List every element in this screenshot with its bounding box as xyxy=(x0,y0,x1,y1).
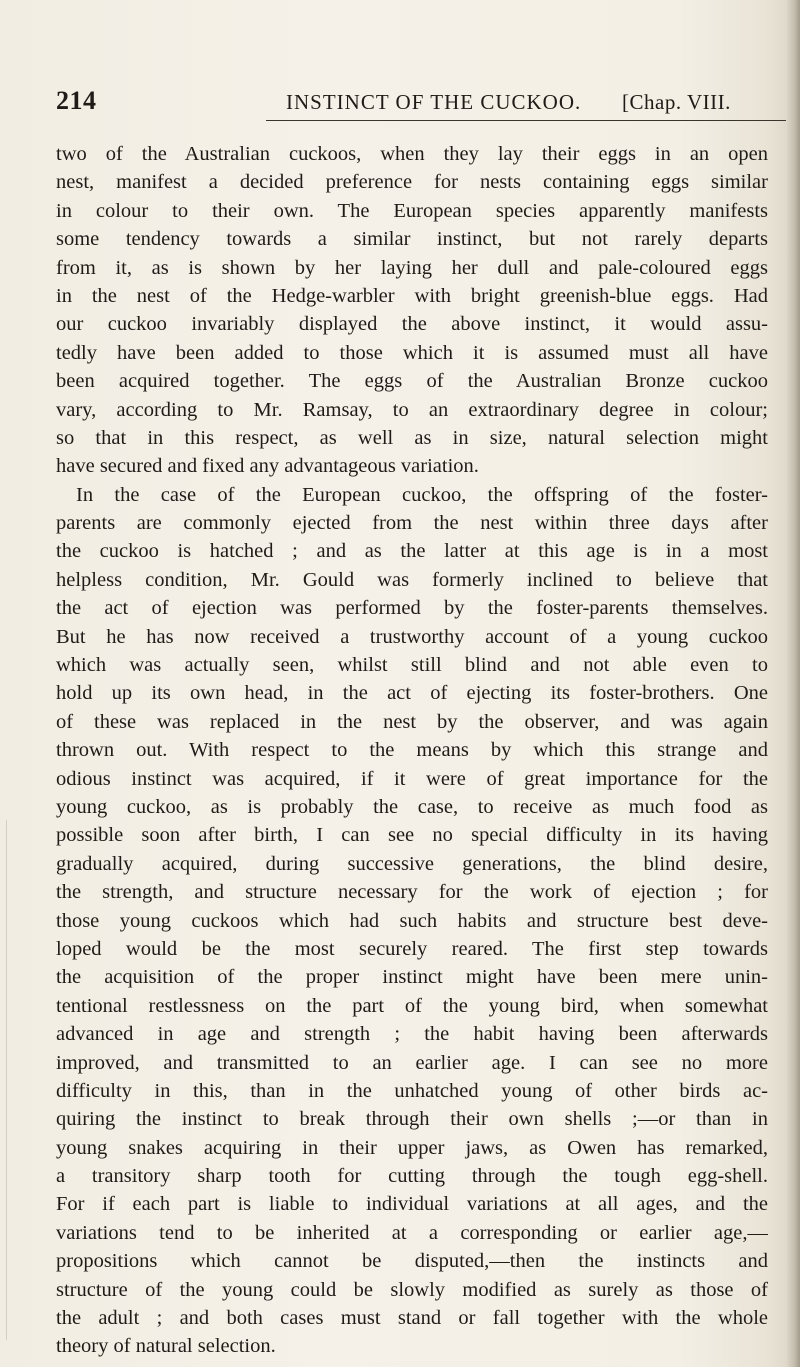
text-line: the strength, and structure necessary for the work of ejection ; for xyxy=(56,881,768,904)
text-line: helpless condition, Mr. Gould was formerly inclined to believe that xyxy=(56,568,768,591)
text-line: improved, and transmitted to an earlier age. I can see no more xyxy=(56,1051,768,1074)
text-line: variations tend to be inherited at a corresponding or earlier age,— xyxy=(56,1221,768,1244)
page-number: 214 xyxy=(56,86,97,115)
text-line: possible soon after birth, I can see no special difficulty in its having xyxy=(56,824,768,847)
text-line: vary, according to Mr. Ramsay, to an extraordinary degree in colour; xyxy=(56,398,768,421)
text-line: the act of ejection was performed by the foster-parents themselves. xyxy=(56,597,768,620)
text-line: in the nest of the Hedge-warbler with bright greenish-blue eggs. Had xyxy=(56,284,768,307)
text-line: odious instinct was acquired, if it were of great importance for the xyxy=(56,767,768,790)
page-edge-shadow xyxy=(786,0,800,1367)
text-line: the cuckoo is hatched ; and as the latter at this age is in a most xyxy=(56,540,768,563)
page-header xyxy=(56,86,768,130)
running-head: INSTINCT OF THE CUCKOO. xyxy=(286,90,582,114)
text-line: propositions which cannot be disputed,—then the instincts and xyxy=(56,1250,768,1273)
text-line: those young cuckoos which had such habits and structure best deve- xyxy=(56,909,768,932)
text-line: so that in this respect, as well as in size, natural selection might xyxy=(56,426,768,449)
text-line: two of the Australian cuckoos, when they lay their eggs in an open xyxy=(56,143,768,165)
body-text xyxy=(56,140,768,1361)
text-line: the adult ; and both cases must stand or fall together with the whole xyxy=(56,1307,768,1330)
text-line: For if each part is liable to individual variations at all ages, and the xyxy=(56,1193,768,1216)
text-line: In the case of the European cuckoo, the offspring of the foster- xyxy=(76,483,768,506)
text-line: structure of the young could be slowly modified as surely as those of xyxy=(56,1278,768,1301)
text-line: some tendency towards a similar instinct, but not rarely departs xyxy=(56,228,768,251)
text-line: loped would be the most securely reared. The first step towards xyxy=(56,937,768,960)
header-rule xyxy=(266,120,786,121)
text-line: been acquired together. The eggs of the Australian Bronze cuckoo xyxy=(56,370,768,393)
text-line: gradually acquired, during successive generations, the blind desire, xyxy=(56,852,768,875)
text-line: quiring the instinct to break through their own shells ;—or than in xyxy=(56,1108,768,1131)
text-line: tentional restlessness on the part of the young bird, when somewhat xyxy=(56,994,768,1017)
text-line: advanced in age and strength ; the habit having been afterwards xyxy=(56,1023,768,1046)
page-margin-line xyxy=(6,820,7,1340)
text-line: the acquisition of the proper instinct might have been mere unin- xyxy=(56,966,768,989)
text-line: from it, as is shown by her laying her dull and pale-coloured eggs xyxy=(56,256,768,279)
text-line: thrown out. With respect to the means by which this strange and xyxy=(56,739,768,762)
text-line: But he has now received a trustworthy account of a young cuckoo xyxy=(56,625,768,648)
text-line: our cuckoo invariably displayed the above instinct, it would assu- xyxy=(56,313,768,336)
text-line: which was actually seen, whilst still blind and not able even to xyxy=(56,654,768,677)
text-line: theory of natural selection. xyxy=(56,1335,276,1358)
text-line: young snakes acquiring in their upper jaws, as Owen has remarked, xyxy=(56,1136,768,1159)
text-line: young cuckoo, as is probably the case, to receive as much food as xyxy=(56,795,768,818)
text-line: in colour to their own. The European species apparently manifests xyxy=(56,199,768,222)
text-line: of these was replaced in the nest by the observer, and was again xyxy=(56,710,768,733)
text-line: difficulty in this, than in the unhatched young of other birds ac- xyxy=(56,1079,768,1102)
text-line: have secured and fixed any advantageous variation. xyxy=(56,455,479,478)
chapter-reference: [Chap. VIII. xyxy=(622,90,731,114)
text-line: parents are commonly ejected from the nest within three days after xyxy=(56,512,768,535)
text-line: nest, manifest a decided preference for nests containing eggs similar xyxy=(56,171,768,194)
text-line: tedly have been added to those which it is assumed must all have xyxy=(56,341,768,364)
text-line: a transitory sharp tooth for cutting through the tough egg-shell. xyxy=(56,1165,768,1188)
text-line: hold up its own head, in the act of ejecting its foster-brothers. One xyxy=(56,682,768,705)
